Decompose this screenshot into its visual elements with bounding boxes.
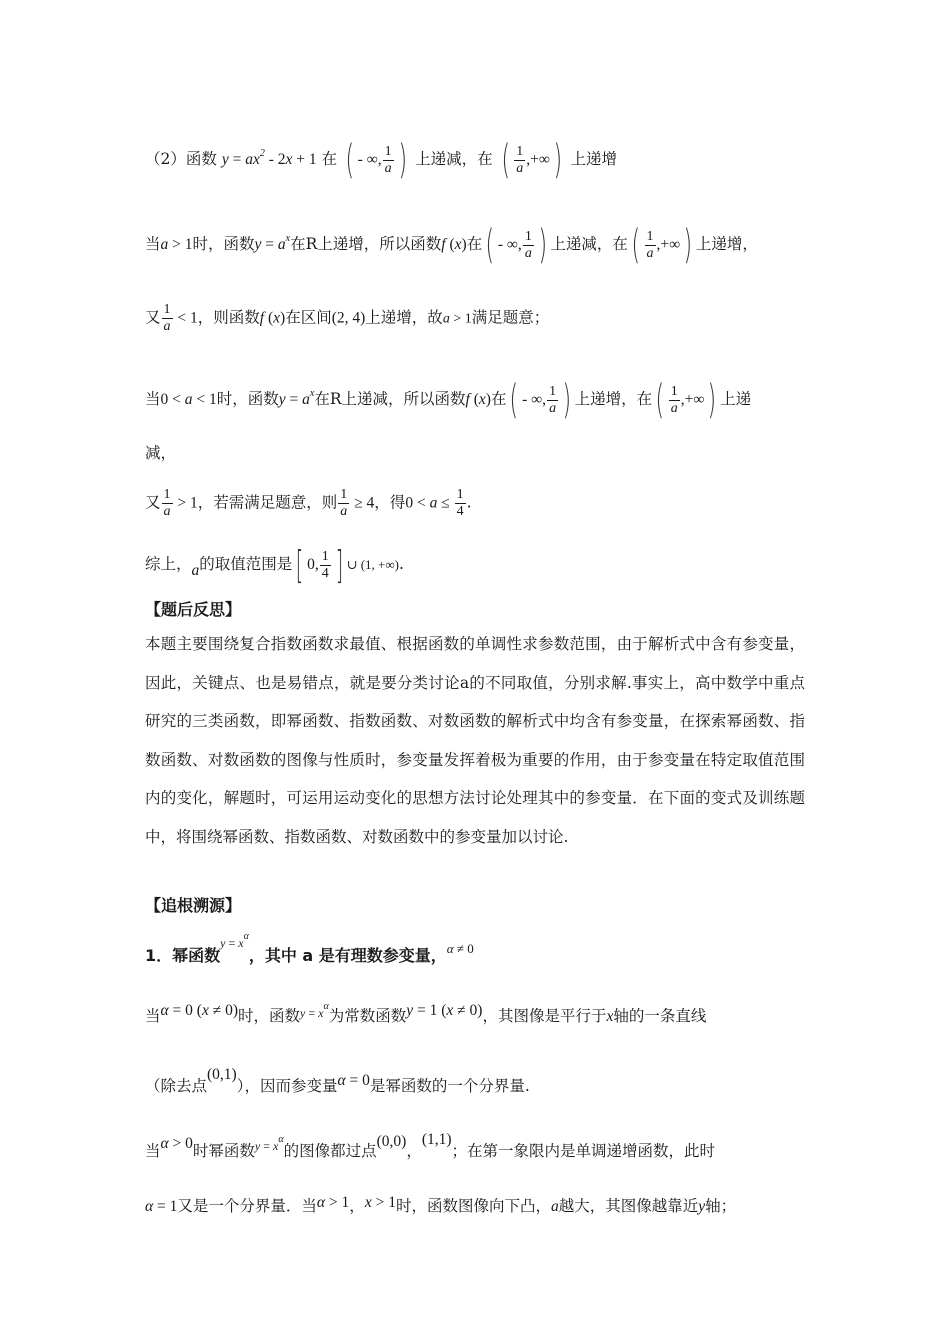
text: ，其中 a 是有理数参变量，	[248, 946, 447, 965]
interval: ( $\frac{1}{a}$ ,+∞ )	[631, 222, 693, 268]
alpha-zero-case	[145, 1000, 706, 1028]
interval-1-over-a-pos-inf: ( $\frac{1}{a}$ ,+∞ )	[501, 137, 563, 183]
quadratic-expression: $y = ax^2 - 2x + 1$	[221, 148, 317, 168]
fraction: $\frac{1}{4}$	[456, 487, 464, 519]
text: 当	[145, 1142, 161, 1160]
power-function: y = xα	[254, 1134, 284, 1153]
text: 的图像都过点	[283, 1142, 377, 1160]
fx: f (x)	[465, 391, 491, 408]
condition: α = 0	[337, 1072, 370, 1089]
text: 上递减，在	[415, 150, 493, 168]
point-0-0: (0,0)	[376, 1133, 407, 1150]
text: 轴的一条直线	[613, 1007, 707, 1025]
text: 时，函数	[192, 235, 255, 253]
text: 时，函数	[238, 1007, 301, 1025]
section-title-reflection: 【题后反思】	[145, 600, 242, 619]
condition: a > 1	[160, 236, 193, 253]
range-answer: [ 0, $\frac{1}{4}$ ] ∪ (1, +∞)	[295, 543, 399, 587]
alpha-positive-case	[145, 1131, 716, 1163]
interval-neg-inf-1-over-a: ( - ∞, $\frac{1}{a}$ )	[345, 137, 407, 183]
condition: α = 0 (x ≠ 0)	[160, 1002, 238, 1019]
text: ，则函数	[197, 308, 260, 327]
conclusion	[145, 545, 404, 585]
reflection-paragraph: 本题主要围绕复合指数函数求最值、根据函数的单调性求参数范围，由于解析式中含有参变量，因此，关键点、也是易错点，就是要分类讨论a的不同取值，分别求解.事实上，高中数学中重点研究的三类函数，即幂函数、指数函数、对数函数的解析式中均含有参变量，在探索幂函数、指数函数、对数函数的图像与性质时，参变量发挥着极为重要的作用，由于参变量在特定取值范围内的变化，解题时，可运用运动变化的思想方法讨论处理其中的参变量．在下面的变式及训练题中，将围绕幂函数、指数函数、对数函数中的参变量加以讨论.	[145, 635, 805, 846]
text: 是幂函数的一个分界量.	[369, 1077, 530, 1095]
fx: f (x)	[441, 236, 467, 253]
text: 时，函数图像向下凸，	[395, 1197, 551, 1215]
text: 上递	[720, 390, 752, 408]
y-var: y	[698, 1198, 706, 1215]
text: 在R上递增，所以函数	[290, 235, 442, 253]
text: ，若需满足题意，则	[197, 493, 338, 512]
text: 时幂函数	[192, 1142, 255, 1160]
text: ；在第一象限内是单调递增函数，此时	[451, 1142, 716, 1160]
text: 的取值范围是	[199, 555, 293, 573]
text: ，	[406, 1142, 422, 1160]
text: 又	[145, 493, 161, 512]
text: 上递增，	[695, 235, 758, 253]
power-function: y = xα	[300, 1001, 329, 1020]
condition: a > 1	[442, 311, 472, 327]
since-1-over-a-greater-1	[145, 487, 472, 520]
point-1-1: (1,1)	[421, 1131, 452, 1148]
case-a-between-0-1	[145, 377, 752, 423]
text: 在R上递减，所以函数	[314, 390, 466, 408]
text: 满足题意；	[471, 308, 550, 327]
text: 当	[145, 390, 161, 408]
text: 上递减，在	[550, 235, 628, 253]
fraction: $\frac{1}{a}$	[163, 487, 171, 519]
text: 在	[466, 235, 483, 253]
text: 上递增	[570, 150, 617, 168]
section-title-origin: 【追根溯源】	[145, 896, 242, 915]
result: 0 < a ≤	[405, 494, 454, 512]
var-a: a	[191, 562, 200, 579]
text: 综上，	[145, 555, 192, 573]
alpha-one-case	[145, 1195, 736, 1218]
text: ），因而参变量	[236, 1077, 338, 1095]
condition: α = 1	[145, 1198, 178, 1215]
text: 减，	[145, 444, 177, 462]
condition: α > 1	[316, 1194, 350, 1211]
text: 轴；	[705, 1197, 737, 1215]
ineq: > 1	[173, 494, 198, 512]
text: .	[398, 555, 404, 573]
x-var: x	[606, 1008, 614, 1025]
text: 为常数函数	[328, 1007, 407, 1025]
interval: ( $\frac{1}{a}$ ,+∞ )	[655, 377, 717, 423]
text: 1．幂函数	[145, 946, 221, 965]
ineq: < 1	[173, 309, 198, 327]
case-a-greater-1	[145, 222, 758, 268]
text: （2）函数	[145, 150, 217, 168]
text: 当	[145, 1007, 161, 1025]
text: 上递增，故	[365, 308, 443, 327]
interval: ( - ∞, $\frac{1}{a}$ )	[485, 222, 547, 268]
a-var: a	[550, 1198, 559, 1215]
alpha-not-zero: α ≠ 0	[446, 941, 474, 956]
ineq: ≥ 4	[350, 494, 375, 512]
condition: 0 < a < 1	[160, 391, 217, 408]
condition: x > 1	[364, 1194, 396, 1211]
fx: f (x)	[259, 309, 286, 327]
text: 时，函数	[216, 390, 279, 408]
text: 上递增，在	[574, 390, 653, 408]
fraction: $\frac{1}{a}$	[340, 487, 348, 519]
constant-function: y = 1 (x ≠ 0)	[406, 1002, 483, 1019]
interval: ( - ∞, $\frac{1}{a}$ )	[509, 377, 572, 423]
text: 当	[145, 235, 161, 253]
fraction: $\frac{1}{a}$	[163, 302, 171, 334]
alpha-zero-cont	[145, 1066, 530, 1098]
text: ，得	[374, 493, 406, 512]
text: 越大，其图像越靠近	[558, 1197, 699, 1215]
interval-2-4: (2, 4)	[331, 309, 366, 327]
condition: α > 0	[160, 1135, 193, 1152]
solution-line-2	[145, 137, 617, 183]
text: 又是一个分界量．当	[177, 1197, 317, 1215]
exp-function: $y = a^x$	[254, 233, 291, 253]
power-function: y = xα	[220, 931, 249, 950]
line-continuation	[145, 442, 176, 464]
point-0-1: (0,1)	[207, 1066, 237, 1083]
text: 又	[145, 308, 161, 327]
item-1-heading	[145, 931, 474, 968]
text: （除去点	[145, 1077, 208, 1095]
text: ，	[349, 1197, 365, 1215]
text: .	[466, 493, 472, 512]
text: ，其图像是平行于	[482, 1007, 607, 1025]
exp-function: $y = a^x$	[278, 388, 315, 408]
since-1-over-a-less-1	[145, 302, 549, 335]
text: 在	[490, 390, 507, 408]
text: 在	[321, 150, 338, 168]
text: 在区间	[285, 308, 332, 327]
